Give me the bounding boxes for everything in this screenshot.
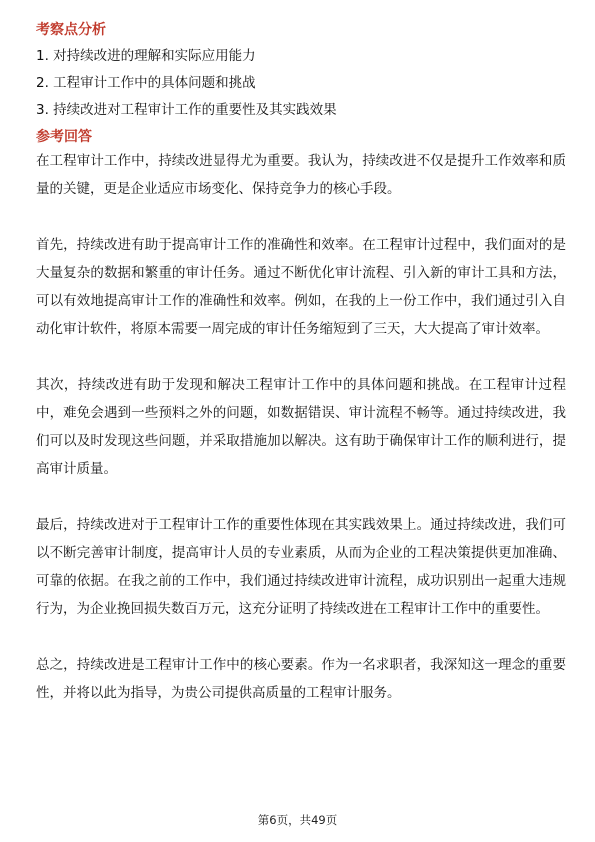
analysis-point-list: [36, 46, 566, 120]
answer-body: [36, 147, 566, 707]
answer-heading: 参考回答: [36, 129, 92, 145]
answer-paragraph: 其次，持续改进有助于发现和解决工程审计工作中的具体问题和挑战。在工程审计过程中，难免会遇到一些预料之外的问题，如数据错误、审计流程不畅等。通过持续改进，我们可以及时发现这些问题，并采取措施加以解决。这有助于确保审计工作的顺利进行，提高审计质量。: [36, 377, 566, 477]
answer-paragraph: 在工程审计工作中，持续改进显得尤为重要。我认为，持续改进不仅是提升工作效率和质量的关键，更是企业适应市场变化、保持竞争力的核心手段。: [36, 153, 566, 197]
answer-paragraph: 总之，持续改进是工程审计工作中的核心要素。作为一名求职者，我深知这一理念的重要性，并将以此为指导，为贵公司提供高质量的工程审计服务。: [36, 657, 566, 701]
answer-paragraph: 最后，持续改进对于工程审计工作的重要性体现在其实践效果上。通过持续改进，我们可以不断完善审计制度，提高审计人员的专业素质，从而为企业的工程决策提供更加准确、可靠的依据。在我之前的工作中，我们通过持续改进审计流程，成功识别出一起重大违规行为，为企业挽回损失数百万元，这充分证明了持续改进在工程审计工作中的重要性。: [36, 517, 566, 617]
analysis-point: 1. 对持续改进的理解和实际应用能力: [36, 48, 256, 64]
document-page: [36, 20, 566, 735]
analysis-point: 2. 工程审计工作中的具体问题和挑战: [36, 75, 256, 91]
answer-paragraph: 首先，持续改进有助于提高审计工作的准确性和效率。在工程审计过程中，我们面对的是大量复杂的数据和繁重的审计任务。通过不断优化审计流程、引入新的审计工具和方法，可以有效地提高审计工作的准确性和效率。例如，在我的上一份工作中，我们通过引入自动化审计软件，将原本需要一周完成的审计任务缩短到了三天，大大提高了审计效率。: [36, 237, 566, 337]
page-number-footer: 第6页，共49页: [257, 813, 338, 827]
analysis-heading: 考察点分析: [36, 22, 106, 38]
analysis-point: 3. 持续改进对工程审计工作的重要性及其实践效果: [36, 102, 337, 118]
